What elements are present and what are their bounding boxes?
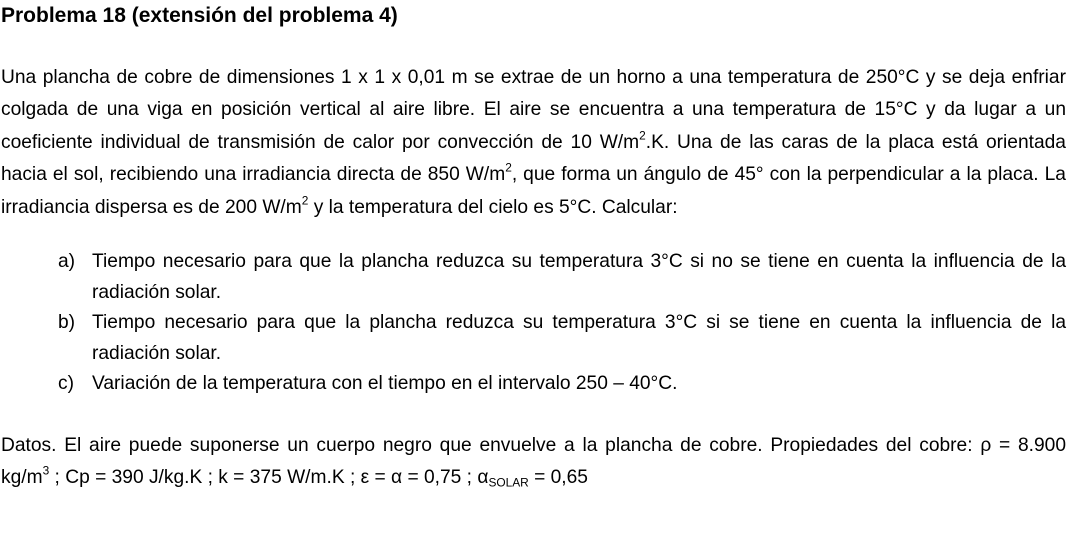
unit-exponent: 2 <box>639 128 646 143</box>
question-item-a <box>1 247 1066 308</box>
statement-text-3: , que forma un ángulo de 45° con la perpendicular a la placa. La irradiancia dispersa es de 200 W/m <box>1 164 1066 218</box>
statement-text-2: .K. Una de las caras de la placa está orientada hacia el sol, recibiendo una irradiancia directa de 850 W/m <box>1 131 1066 186</box>
problem-title: Problema 18 (extensión del problema 4) <box>1 4 398 27</box>
unit-exponent: 3 <box>42 463 50 478</box>
question-text: Tiempo necesario para que la plancha reduzca su temperatura 3°C si se tiene en cuenta la influencia de la radiación solar. <box>92 312 1066 364</box>
problem-statement <box>1 62 1066 224</box>
data-text-2: ; Cp = 390 J/kg.K ; k = 375 W/m.K ; ε = α = 0,75 ; α <box>49 466 489 488</box>
question-text: Variación de la temperatura con el tiempo en el intervalo 250 – 40°C. <box>92 373 678 395</box>
statement-text-4: y la temperatura del cielo es 5°C. Calcular: <box>308 196 678 218</box>
question-marker: a) <box>58 251 76 273</box>
alpha-subscript: SOLAR <box>488 475 529 490</box>
question-marker: b) <box>58 312 76 334</box>
question-item-c <box>1 369 1066 400</box>
question-item-b <box>1 308 1066 369</box>
question-list <box>1 247 1066 400</box>
unit-exponent: 2 <box>505 160 512 175</box>
statement-text-1: Una plancha de cobre de dimensiones 1 x 1 x 0,01 m se extrae de un horno a una temperatura de 250°C y se deja enfriar colgada de una viga en posición vertical al aire libre. El aire se encuentra a una temperatura de 15°C y da lugar a un coeficiente individual de transmisión de calor por convección de 10 W/m <box>1 67 1066 153</box>
data-text-1: Datos. El aire puede suponerse un cuerpo negro que envuelve a la plancha de cobre. Propiedades del cobre: ρ = 8.900 kg/m <box>1 434 1066 488</box>
data-text-3: = 0,65 <box>528 466 588 488</box>
question-text: Tiempo necesario para que la plancha reduzca su temperatura 3°C si no se tiene en cuenta la influencia de la radiación solar. <box>92 251 1066 303</box>
data-paragraph <box>1 430 1066 495</box>
unit-exponent: 2 <box>301 193 309 208</box>
question-marker: c) <box>58 373 74 395</box>
